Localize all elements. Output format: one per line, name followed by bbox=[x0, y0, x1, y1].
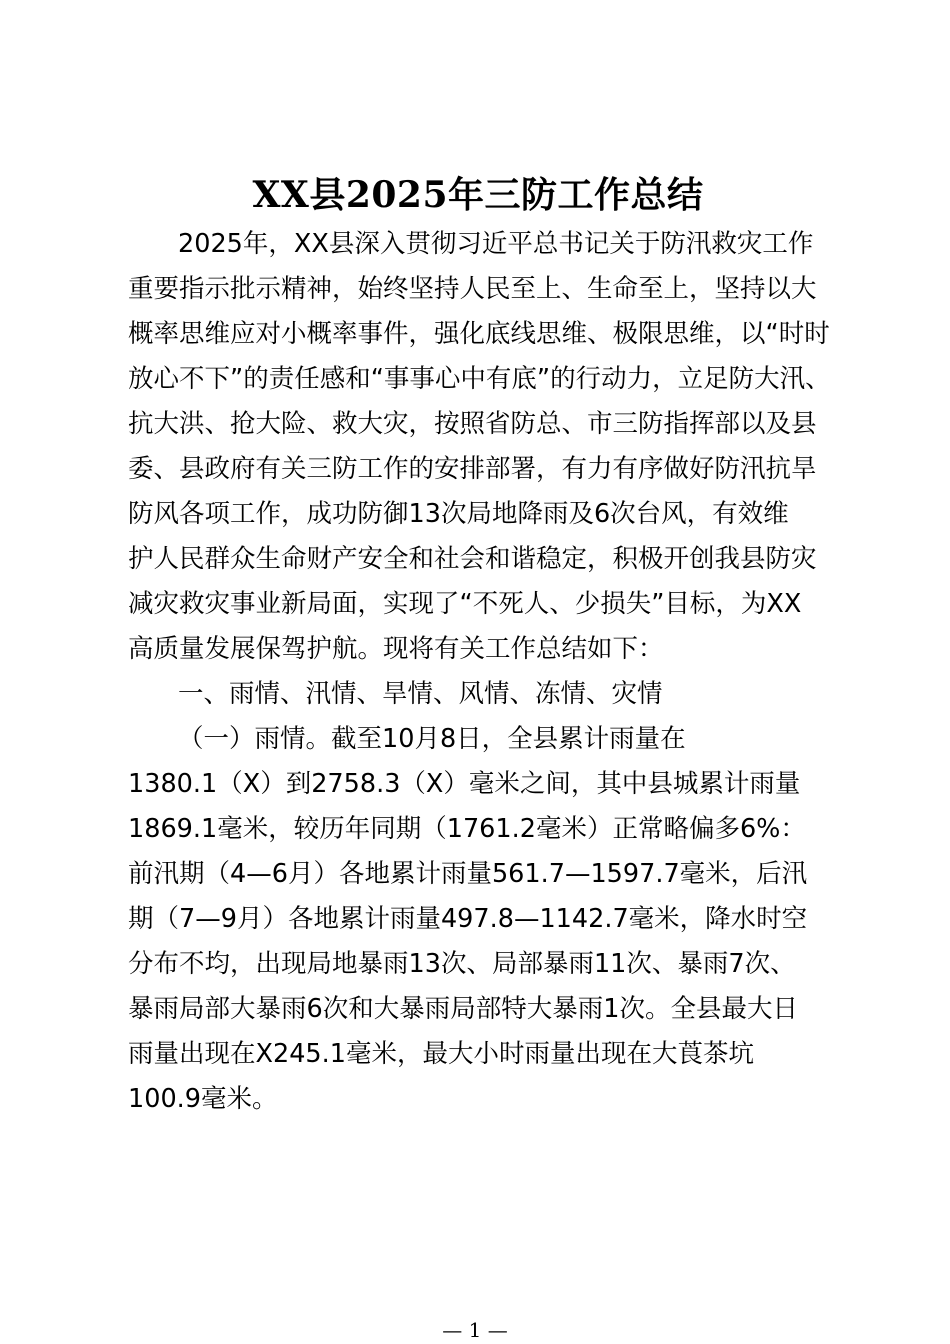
paragraph-line: 防风各项工作，成功防御13次局地降雨及6次台风，有效维 bbox=[128, 499, 789, 529]
paragraph-line: 1869.1毫米，较历年同期（1761.2毫米）正常略偏多6%： bbox=[128, 814, 806, 844]
page-number: — 1 — bbox=[442, 1318, 508, 1342]
paragraph-line: 100.9毫米。 bbox=[128, 1084, 278, 1114]
subsection-line: （一）雨情。截至10月8日，全县累计雨量在 bbox=[178, 724, 686, 754]
paragraph-line: 护人民群众生命财产安全和社会和谐稳定，积极开创我县防灾 bbox=[128, 544, 817, 574]
paragraph-line: 概率思维应对小概率事件，强化底线思维、极限思维，以“时时 bbox=[128, 319, 830, 349]
paragraph-line: 暴雨局部大暴雨6次和大暴雨局部特大暴雨1次。全县最大日 bbox=[128, 994, 798, 1024]
section-heading: 一、雨情、汛情、旱情、风情、冻情、灾情 bbox=[178, 679, 663, 709]
paragraph-line: 抗大洪、抢大险、救大灾，按照省防总、市三防指挥部以及县 bbox=[128, 409, 817, 439]
paragraph-line: 减灾救灾事业新局面，实现了“不死人、少损失”目标，为XX bbox=[128, 589, 802, 619]
paragraph-line: 放心不下”的责任感和“事事心中有底”的行动力，立足防大汛、 bbox=[128, 364, 831, 394]
paragraph-line: 期（7—9月）各地累计雨量497.8—1142.7毫米，降水时空 bbox=[128, 904, 808, 934]
paragraph-line: 重要指示批示精神，始终坚持人民至上、生命至上，坚持以大 bbox=[128, 274, 817, 304]
paragraph-line: 高质量发展保驾护航。现将有关工作总结如下： bbox=[128, 634, 664, 664]
paragraph-line: 前汛期（4—6月）各地累计雨量561.7—1597.7毫米，后汛 bbox=[128, 859, 808, 889]
paragraph-line: 1380.1（X）到2758.3（X）毫米之间，其中县城累计雨量 bbox=[128, 769, 801, 799]
document-title: XX县2025年三防工作总结 bbox=[252, 174, 704, 216]
paragraph-line: 分布不均，出现局地暴雨13次、局部暴雨11次、暴雨7次、 bbox=[128, 949, 796, 979]
paragraph-line: 雨量出现在X245.1毫米，最大小时雨量出现在大莨茶坑 bbox=[128, 1039, 754, 1069]
paragraph-line: 委、县政府有关三防工作的安排部署，有力有序做好防汛抗旱 bbox=[128, 454, 817, 484]
paragraph-line: 2025年，XX县深入贯彻习近平总书记关于防汛救灾工作 bbox=[178, 229, 814, 259]
